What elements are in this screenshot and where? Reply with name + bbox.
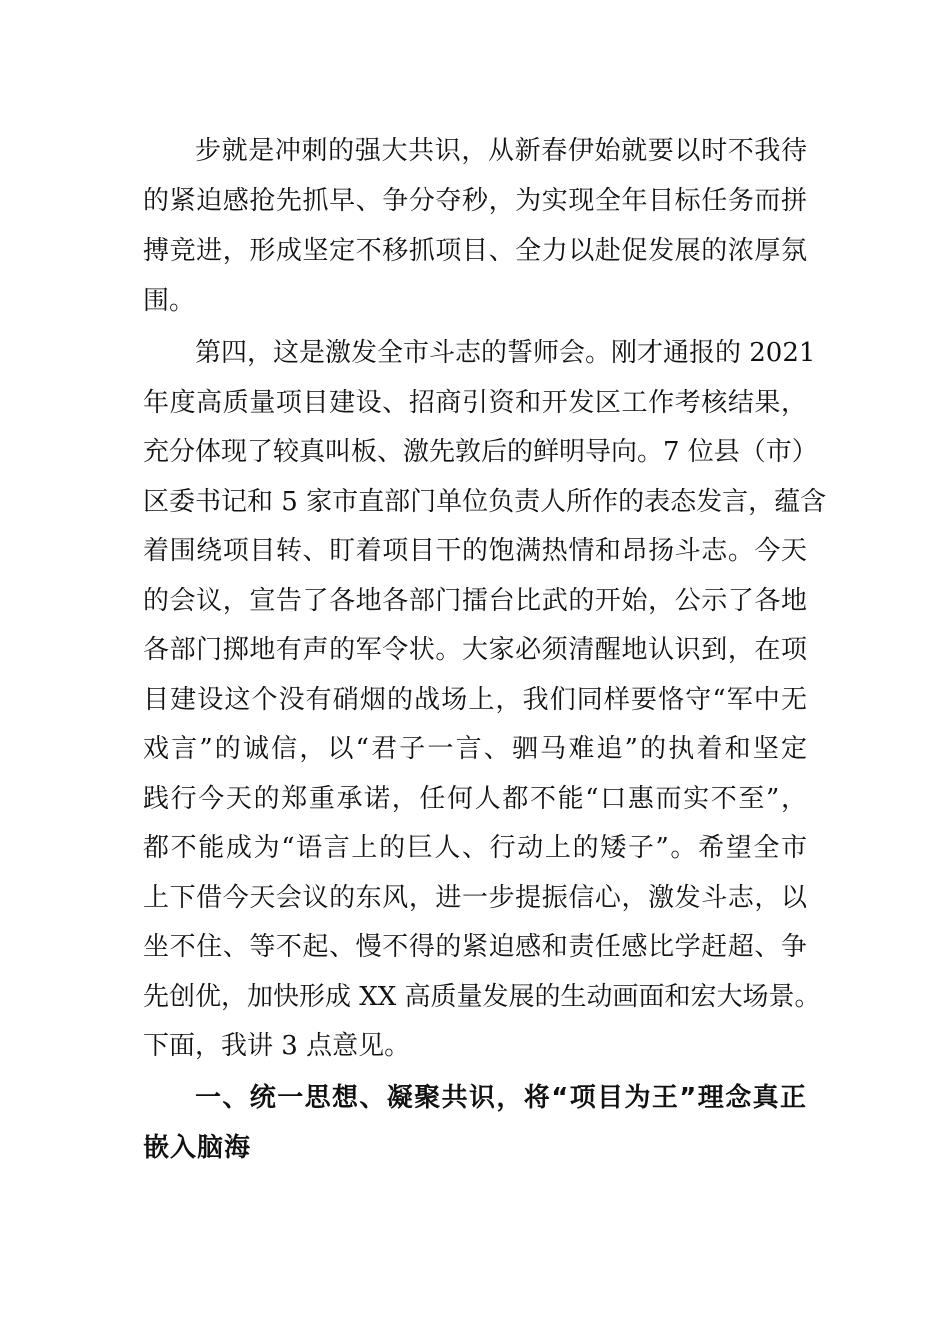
paragraph-2-line-11: 都不能成为“语言上的巨人、行动上的矮子”。希望全市 xyxy=(143,833,807,863)
paragraph-2-line-5: 着围绕项目转、盯着项目干的饱满热情和昂扬斗志。今天 xyxy=(143,536,807,566)
paragraph-2-line-7: 各部门掷地有声的军令状。大家必须清醒地认识到，在项 xyxy=(143,635,807,665)
paragraph-2-line-12: 上下借今天会议的东风，进一步提振信心，激发斗志，以 xyxy=(143,883,807,913)
section-heading-line-1: 一、统一思想、凝聚共识，将“项目为王”理念真正 xyxy=(195,1083,807,1113)
paragraph-1-line-4: 围。 xyxy=(143,286,196,316)
paragraph-2-line-4: 区委书记和 5 家市直部门单位负责人所作的表态发言，蕴含 xyxy=(143,487,827,517)
paragraph-1-line-1: 步就是冲刺的强大共识，从新春伊始就要以时不我待 xyxy=(195,136,807,166)
paragraph-2-line-8: 目建设这个没有硝烟的战场上，我们同样要恪守“军中无 xyxy=(143,685,807,715)
paragraph-2-line-10: 践行今天的郑重承诺，任何人都不能“口惠而实不至”， xyxy=(143,784,807,814)
paragraph-2-line-9: 戏言”的诚信，以“君子一言、驷马难追”的执着和坚定 xyxy=(143,734,807,764)
paragraph-1-line-3: 搏竞进，形成坚定不移抓项目、全力以赴促发展的浓厚氛 xyxy=(143,236,807,266)
paragraph-2-line-6: 的会议，宣告了各地各部门擂台比武的开始，公示了各地 xyxy=(143,586,807,616)
paragraph-1-line-2: 的紧迫感抢先抓早、争分夺秒，为实现全年目标任务而拼 xyxy=(143,186,807,216)
paragraph-2-line-3: 充分体现了较真叫板、激先敦后的鲜明导向。7 位县（市） xyxy=(143,437,818,467)
paragraph-2-line-14: 先创优，加快形成 XX 高质量发展的生动画面和宏大场景。 xyxy=(143,982,821,1012)
paragraph-2-line-1: 第四，这是激发全市斗志的誓师会。刚才通报的 2021 xyxy=(195,338,816,368)
section-heading-line-2: 嵌入脑海 xyxy=(143,1133,252,1163)
paragraph-2-line-13: 坐不住、等不起、慢不得的紧迫感和责任感比学赶超、争 xyxy=(143,932,807,962)
paragraph-2-line-15: 下面，我讲 3 点意见。 xyxy=(143,1031,411,1061)
paragraph-2-line-2: 年度高质量项目建设、招商引资和开发区工作考核结果， xyxy=(143,388,807,418)
